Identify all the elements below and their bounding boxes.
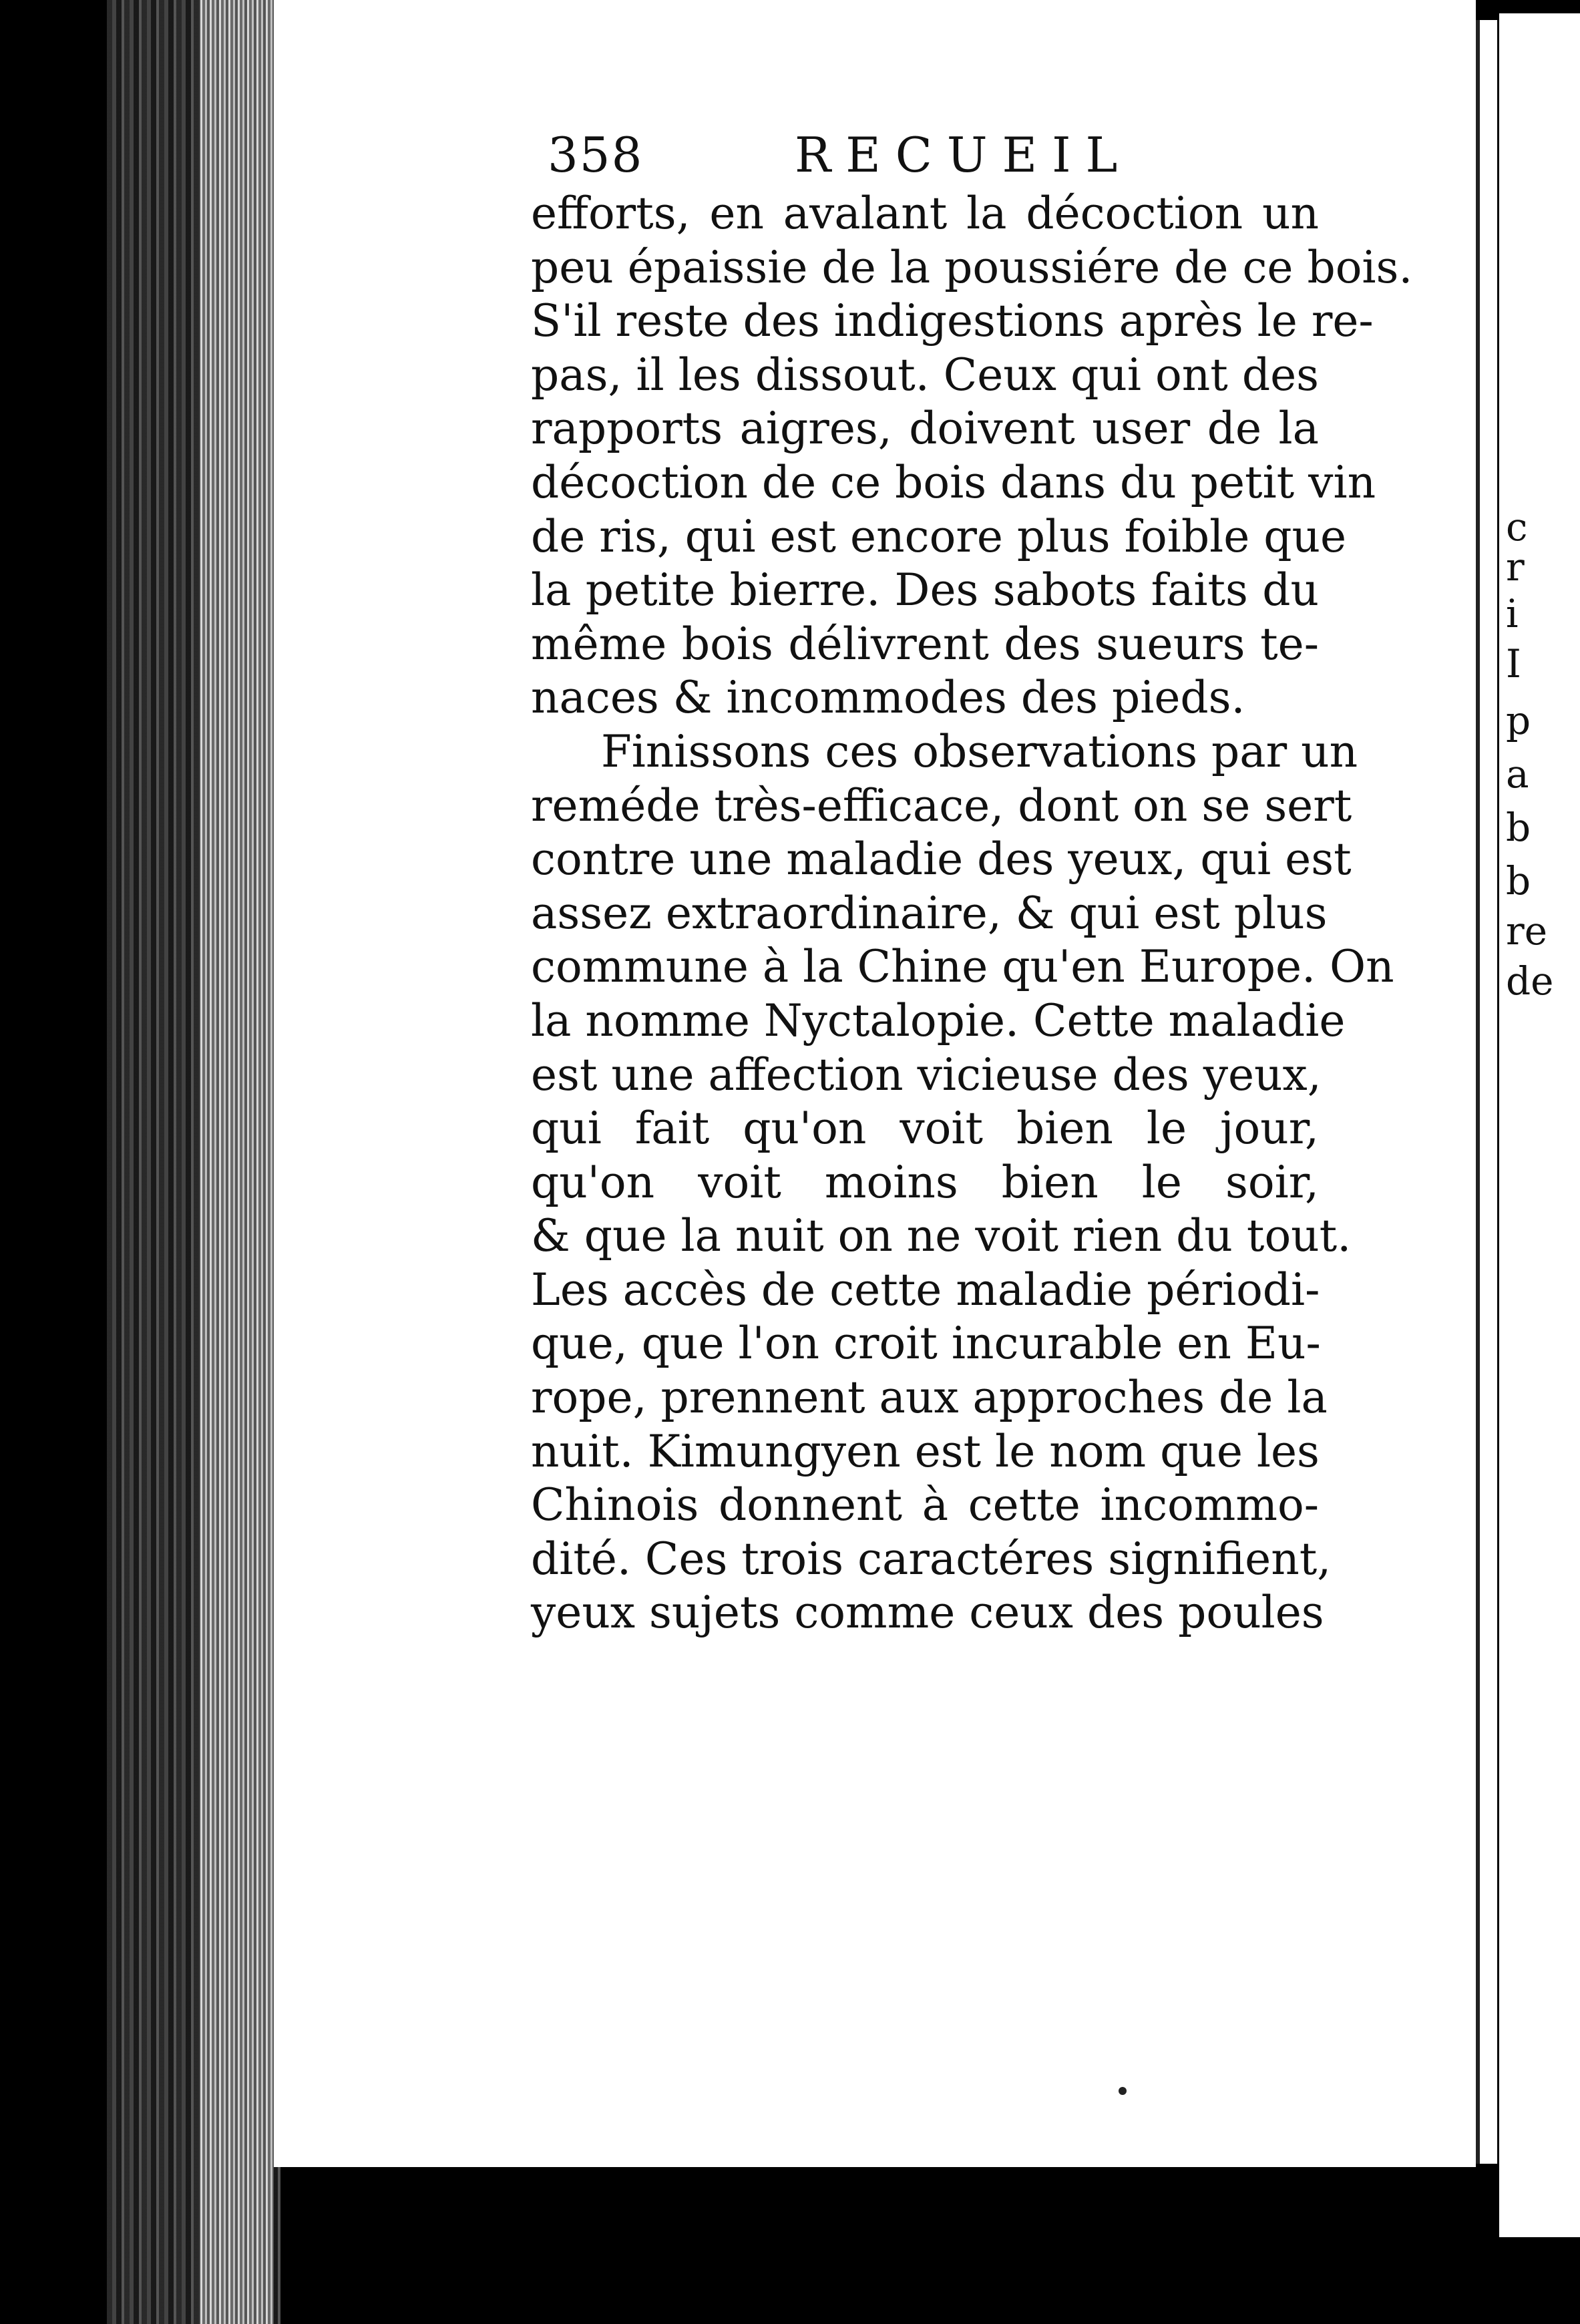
text-line: la petite bierre. Des sabots faits du: [531, 564, 1319, 616]
facing-page-letter: re: [1506, 908, 1548, 954]
text-line: la nomme Nyctalopie. Cette maladie: [531, 994, 1346, 1046]
text-line: rapports aigres, doivent user de la: [531, 403, 1319, 455]
running-title: RECUEIL: [795, 127, 1133, 183]
text-line: dité. Ces trois caractéres signifient,: [531, 1533, 1332, 1585]
facing-page-letter: b: [1506, 858, 1531, 904]
text-line: commune à la Chine qu'en Europe. On: [531, 941, 1394, 993]
text-line: même bois délivrent des sueurs te-: [531, 618, 1319, 670]
text-line: Finissons ces observations par un: [601, 725, 1358, 777]
text-line: reméde très-efficace, dont on se sert: [531, 779, 1352, 831]
text-line: assez extraordinaire, & qui est plus: [531, 887, 1328, 939]
text-line: Chinois donnent à cette incommo-: [531, 1479, 1319, 1531]
facing-page-fragment: [1499, 13, 1580, 2237]
facing-page-letter: p: [1506, 698, 1531, 743]
text-line: efforts, en avalant la décoction un: [531, 188, 1319, 239]
text-line: rope, prennent aux approches de la: [531, 1372, 1328, 1424]
text-line: contre une maladie des yeux, qui est: [531, 833, 1352, 886]
page-header: [548, 127, 1215, 190]
ink-speck: [1119, 2087, 1127, 2095]
text-line: décoction de ce bois dans du petit vin: [531, 456, 1376, 508]
text-line: qui fait qu'on voit bien le jour,: [531, 1103, 1319, 1155]
facing-page-letter: r: [1506, 544, 1525, 590]
text-line: Les accès de cette maladie périodi-: [531, 1264, 1320, 1316]
text-line: S'il reste des indigestions après le re-: [531, 295, 1374, 347]
text-line: naces & incommodes des pieds.: [531, 672, 1245, 724]
page-stack-edge: [200, 0, 274, 2324]
body-text: [531, 187, 1413, 1640]
text-line: que, que l'on croit incurable en Eu-: [531, 1318, 1321, 1370]
text-line: yeux sujets comme ceux des poules: [531, 1587, 1324, 1639]
page-edge: [1476, 20, 1497, 2164]
facing-page-letter: b: [1506, 805, 1531, 850]
text-line: pas, il les dissout. Ceux qui ont des: [531, 349, 1319, 401]
text-line: qu'on voit moins bien le soir,: [531, 1156, 1319, 1208]
facing-page-letter: a: [1506, 751, 1529, 797]
text-line: nuit. Kimungyen est le nom que les: [531, 1425, 1320, 1477]
facing-page-letter: i: [1506, 591, 1519, 636]
facing-page-letter: I: [1506, 641, 1521, 687]
text-line: & que la nuit on ne voit rien du tout.: [531, 1210, 1352, 1262]
text-line: peu épaissie de la poussiére de ce bois.: [531, 241, 1413, 293]
facing-page-letter: de: [1506, 958, 1554, 1004]
text-line: de ris, qui est encore plus foible que: [531, 510, 1347, 562]
text-line: est une affection vicieuse des yeux,: [531, 1048, 1322, 1101]
page-number: 358: [548, 127, 644, 183]
facing-page-letter: c: [1506, 504, 1528, 550]
